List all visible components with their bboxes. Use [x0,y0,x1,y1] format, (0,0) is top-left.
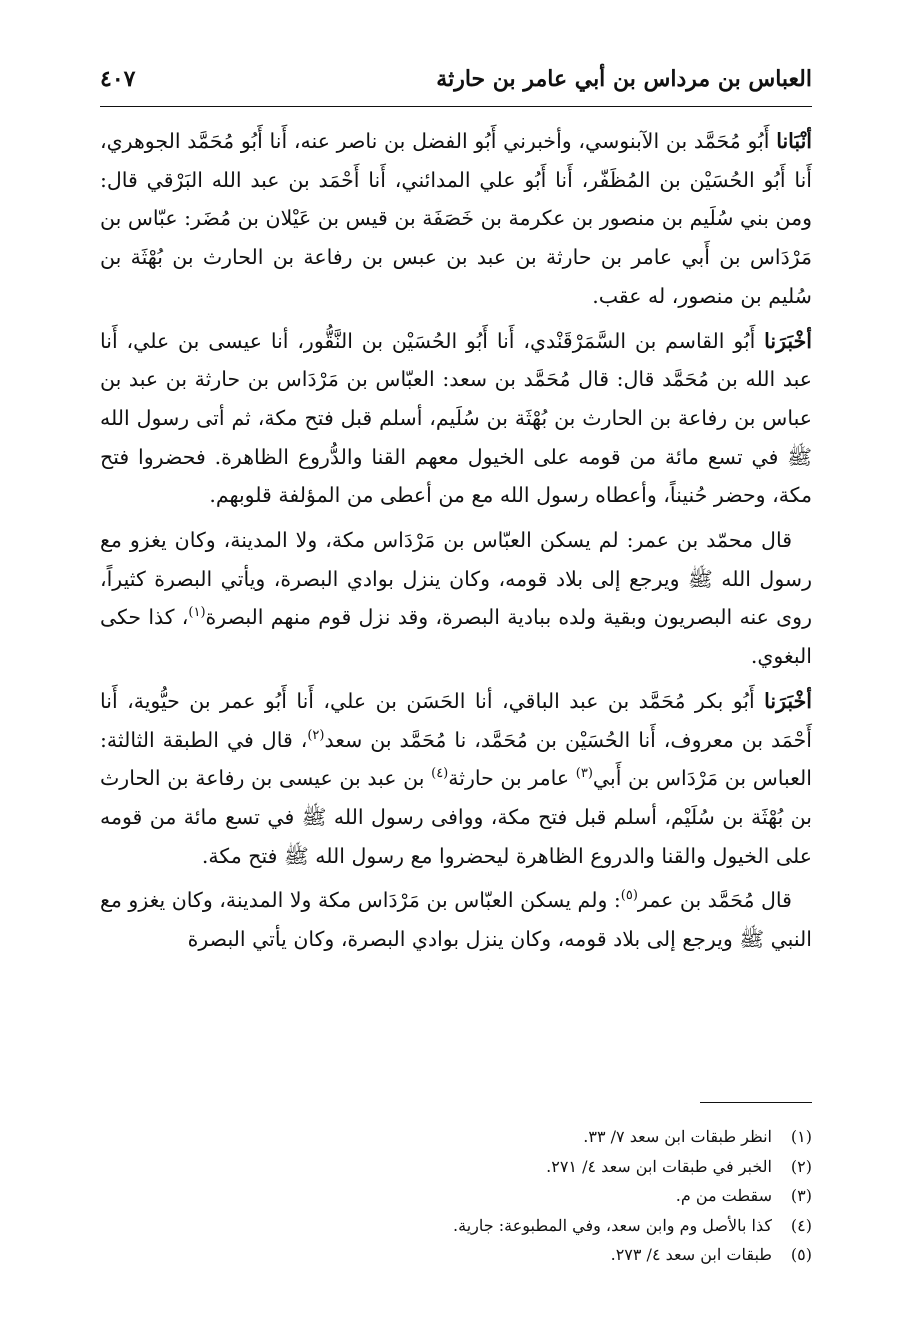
paragraph-text: أَبُو بكر مُحَمَّد بن عبد الباقي، أنا الحَسَن بن علي، أَنا أَبُو عمر بن حيُّوية، أَنا أَحْمَد بن معروف، أَنا الحُسَيْن بن مُحَمَّد، نا مُحَمَّد بن سعد [100,688,812,752]
paragraph-text: قال مُحَمَّد بن عمر [637,888,792,913]
footnote-ref[interactable]: (٤) [431,766,449,782]
footnote-ref[interactable]: (٣) [575,766,593,782]
footnote-text: سقطت من م. [675,1186,772,1205]
footnote-4 [100,1211,812,1241]
footnote-1 [100,1122,812,1152]
paragraph-2 [100,322,812,516]
footnote-3 [100,1181,812,1211]
paragraph-text-after: ، كذا حكى البغوي. [100,605,812,669]
paragraph-4 [100,682,812,876]
paragraph-text-after: عامر بن حارثة [448,766,576,791]
paragraph-text-after: : ولم يسكن العبّاس بن مَرْدَاس مكة ولا المدينة، وكان يغزو مع النبي ﷺ ويرجع إلى بلاد قومه، وكان ينزل بوادي البصرة، وكان يأتي البصرة [100,888,812,952]
paragraph-1 [100,122,812,316]
footnote-ref[interactable]: (٢) [307,727,325,743]
footnote-number: (٤) [790,1215,812,1235]
footnote-2 [100,1152,812,1182]
main-text [100,122,812,965]
paragraph-lead: أنْبَانا [776,129,812,153]
footnote-ref[interactable]: (٥) [620,888,638,904]
page-header [100,62,812,102]
paragraph-lead: أخْبَرَنا [764,688,812,713]
footnotes [100,1122,812,1270]
paragraph-3 [100,521,812,676]
running-title: العباس بن مرداس بن أبي عامر بن حارثة [436,66,812,92]
footnote-ref[interactable]: (١) [188,605,206,621]
footnote-number: (٢) [790,1156,812,1176]
footnote-text: الخبر في طبقات ابن سعد ٤/ ٢٧١. [546,1156,772,1176]
header-rule [100,106,812,107]
footnote-text: انظر طبقات ابن سعد ٧/ ٣٣. [583,1127,772,1146]
footnote-rule [700,1102,812,1103]
footnote-number: (٣) [790,1186,812,1205]
paragraph-text: أَبُو القاسم بن السَّمَرْقَنْدي، أَنا أَبُو الحُسَيْن بن النَّقُّور، أنا عيسى بن علي، أَنا عبد الله بن مُحَمَّد قال: قال مُحَمَّد بن سعد: العبّاس بن مَرْدَاس بن حارثة بن عبد بن عباس بن رفاعة بن الحارث بن بُهْثَة بن سُلَيم، أسلم قبل فتح مكة، ثم أتى رسول الله ﷺ في تسع مائة من قومه على الخيول معهم القنا والدُّروع الظاهرة. فحضروا فتح مكة، وحضر حُنيناً، وأعطاه رسول الله مع من أعطى من المؤلفة قلوبهم. [100,328,812,508]
footnote-number: (٥) [790,1245,812,1264]
footnote-number: (١) [790,1127,812,1146]
footnote-text: طبقات ابن سعد ٤/ ٢٧٣. [610,1245,772,1264]
page-number: ٤٠٧ [100,66,136,92]
footnote-text: كذا بالأصل وم وابن سعد، وفي المطبوعة: جارية. [453,1215,772,1235]
paragraph-text-after: بن عبد بن عيسى بن رفاعة بن الحارث بن بُهْثَة بن سُلَيْم، أسلم قبل فتح مكة، ووافى رسول الله ﷺ في تسع مائة من قومه على الخيول والقنا والدروع الظاهرة ليحضروا مع رسول الله ﷺ فتح مكة. [100,766,812,868]
paragraph-text-after: ، قال في الطبقة الثالثة: العباس بن مَرْدَاس بن أَبي [100,727,812,791]
footnote-5 [100,1240,812,1270]
paragraph-text: أَبُو مُحَمَّد بن الآبنوسي، وأخبرني أَبُو الفضل بن ناصر عنه، أَنا أَبُو مُحَمَّد الجوهري، أَنا أَبُو الحُسَيْن بن المُظَفّر، أَنا أَبُو علي المدائني، أَنا أَحْمَد بن عبد الله البَرْقي قال: ومن بني سُلَيم بن منصور بن عكرمة بن خَصَفَة بن قيس بن عَيْلان بن مُضَر: عبّاس بن مَرْدَاس بن أَبي عامر بن حارثة بن عبد بن عبس بن رفاعة بن الحارث بن بُهْثَة بن سُليم بن منصور، له عقب. [100,129,812,308]
paragraph-text: قال محمّد بن عمر: لم يسكن العبّاس بن مَرْدَاس مكة، ولا المدينة، وكان يغزو مع رسول الله ﷺ ويرجع إلى بلاد قومه، وكان ينزل بوادي البصرة، ويأتي البصرة كثيراً، روى عنه البصريون وبقية ولده ببادية البصرة، وقد نزل قوم منهم البصرة [100,528,812,630]
paragraph-5 [100,881,812,958]
paragraph-lead: أخْبَرَنا [764,328,812,353]
